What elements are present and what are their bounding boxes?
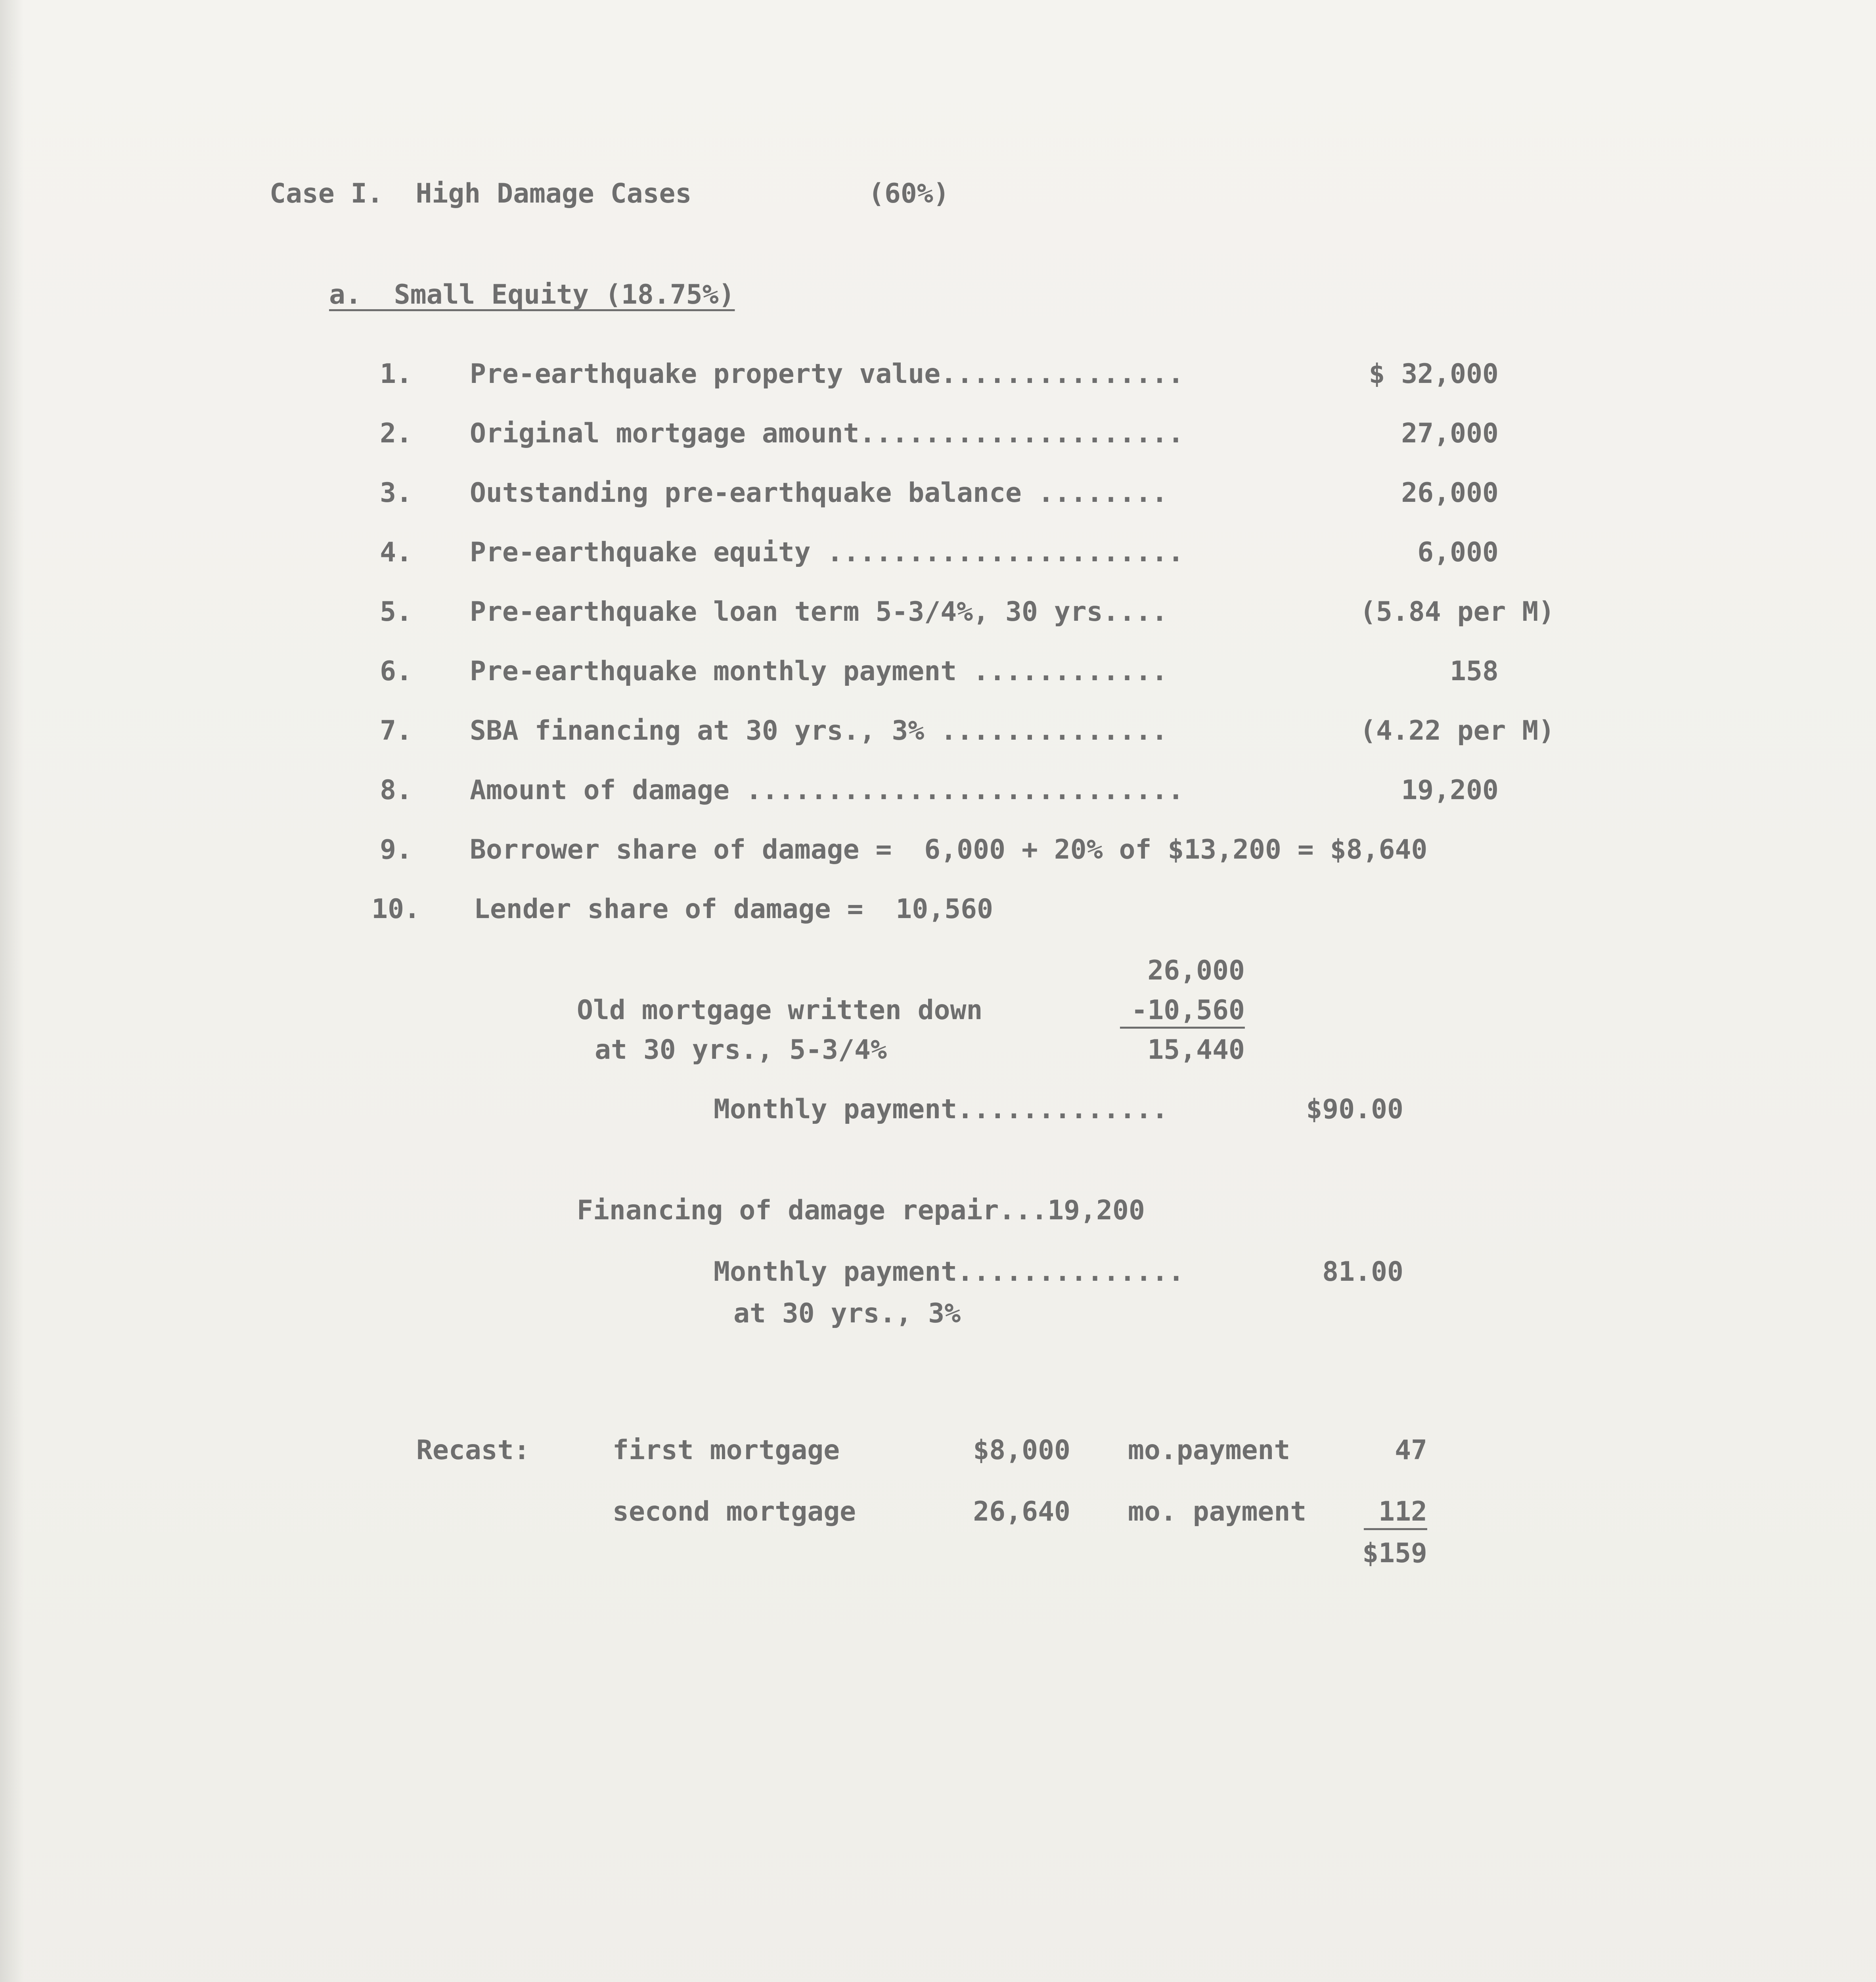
recast-payment-label: mo. payment — [1128, 1496, 1307, 1527]
case-percentage: (60%) — [868, 178, 949, 209]
recast-payment-value: 47 — [1395, 1435, 1427, 1466]
recast-mortgage-name: second mortgage — [613, 1496, 856, 1527]
subsection-title: a. Small Equity (18.75%) — [329, 279, 735, 310]
item-number: 4. — [380, 537, 412, 568]
recast-mortgage-name: first mortgage — [613, 1435, 840, 1466]
item-label: Amount of damage ........................... — [470, 775, 1184, 806]
item-value: 6,000 — [1417, 537, 1499, 568]
item-value: 19,200 — [1401, 775, 1499, 806]
item-label: Borrower share of damage = 6,000 + 20% of $13,200 = $8,640 — [470, 834, 1428, 865]
item-value: (4.22 per M) — [1360, 715, 1555, 746]
item-number: 9. — [380, 834, 412, 865]
item-number: 5. — [380, 596, 412, 628]
total-rule — [1364, 1528, 1427, 1530]
repair-label: Financing of damage repair...19,200 — [577, 1195, 1145, 1226]
writedown-monthly-value: $90.00 — [1306, 1094, 1403, 1125]
recast-total: $159 — [1362, 1538, 1427, 1569]
repair-terms: at 30 yrs., 3% — [733, 1298, 961, 1329]
item-number: 3. — [380, 477, 412, 509]
item-value: $ 32,000 — [1369, 358, 1499, 390]
item-number: 6. — [380, 656, 412, 687]
item-number: 2. — [380, 418, 412, 449]
item-label: Original mortgage amount.................... — [470, 418, 1184, 449]
item-value: 158 — [1450, 656, 1499, 687]
item-number: 8. — [380, 775, 412, 806]
item-number: 7. — [380, 715, 412, 746]
original-balance: 26,000 — [1147, 955, 1245, 986]
item-label: Lender share of damage = 10,560 — [474, 893, 994, 925]
item-label: Pre-earthquake equity ...................... — [470, 537, 1184, 568]
recast-payment-value: 112 — [1378, 1496, 1427, 1527]
item-value: 27,000 — [1401, 418, 1499, 449]
lender-share-subtract: -10,560 — [1131, 995, 1245, 1026]
repair-monthly-label: Monthly payment.............. — [714, 1256, 1185, 1288]
item-label: SBA financing at 30 yrs., 3% .............. — [470, 715, 1168, 746]
item-value: 26,000 — [1401, 477, 1499, 509]
recast-mortgage-amount: $8,000 — [973, 1435, 1070, 1466]
new-balance: 15,440 — [1147, 1034, 1245, 1066]
item-label: Outstanding pre-earthquake balance ........ — [470, 477, 1168, 509]
recast-payment-label: mo.payment — [1128, 1435, 1290, 1466]
writedown-monthly-label: Monthly payment............. — [714, 1094, 1168, 1125]
item-number: 10. — [371, 893, 420, 925]
recast-label: Recast: — [416, 1435, 530, 1466]
item-value: (5.84 per M) — [1360, 596, 1555, 628]
writedown-label: Old mortgage written down — [577, 995, 983, 1026]
item-label: Pre-earthquake loan term 5-3/4%, 30 yrs.... — [470, 596, 1168, 628]
item-label: Pre-earthquake property value............... — [470, 358, 1184, 390]
item-label: Pre-earthquake monthly payment ............ — [470, 656, 1168, 687]
recast-mortgage-amount: 26,640 — [973, 1496, 1070, 1527]
repair-monthly-value: 81.00 — [1322, 1256, 1403, 1288]
sum-rule — [1120, 1027, 1245, 1029]
writedown-terms: at 30 yrs., 5-3/4% — [595, 1034, 887, 1066]
item-number: 1. — [380, 358, 412, 390]
case-title: Case I. High Damage Cases — [270, 178, 692, 209]
